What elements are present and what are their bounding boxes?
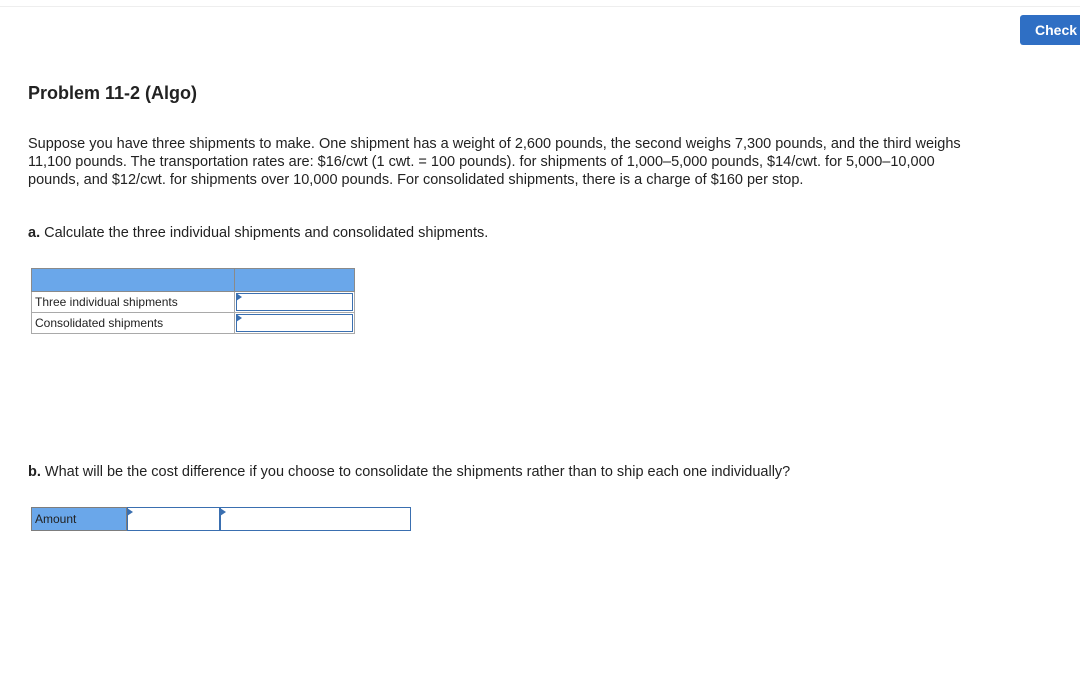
amount-input[interactable] — [220, 507, 411, 531]
table-header-row — [32, 269, 355, 292]
answer-marker-icon — [220, 508, 226, 516]
part-a-text: Calculate the three individual shipments and consolidated shipments. — [44, 225, 489, 241]
answer-marker-icon — [236, 293, 242, 301]
amount-label: Amount — [31, 507, 127, 531]
amount-select[interactable] — [127, 507, 220, 531]
part-a-question — [28, 225, 488, 241]
problem-title: Problem 11-2 (Algo) — [28, 83, 198, 103]
problem-prompt: Suppose you have three shipments to make. One shipment has a weight of 2,600 pounds, the second weighs 7,300 pounds, and the third weighs 11,100 pounds. The transportation rates are: $16/cwt (1 cwt. = 100 pounds). for shipments of 1,000–5,000 pounds, $14/cwt. for 5,000–10,000 pounds, and $12/cwt. for shipments over 10,000 pounds. For consolidated shipments, there is a charge of $160 per stop. — [28, 136, 961, 188]
part-a-label: a. — [28, 225, 41, 241]
row-label-consolidated: Consolidated shipments — [32, 313, 235, 334]
table-header-cell-label — [32, 269, 235, 292]
part-b-text: What will be the cost difference if you choose to consolidate the shipments rather than to ship each one individually? — [44, 464, 791, 480]
table-row — [32, 292, 355, 313]
row-label-individual: Three individual shipments — [32, 292, 235, 313]
check-button[interactable]: Check — [1020, 15, 1080, 45]
top-divider — [0, 6, 1080, 7]
consolidated-shipments-input[interactable] — [235, 313, 355, 334]
answer-marker-icon — [127, 508, 133, 516]
individual-shipments-input[interactable] — [235, 292, 355, 313]
part-b-question — [28, 464, 790, 480]
individual-shipments-field[interactable] — [236, 293, 353, 311]
consolidated-shipments-field[interactable] — [236, 314, 353, 332]
table-row — [32, 313, 355, 334]
answer-marker-icon — [236, 314, 242, 322]
part-a-answer-table — [31, 268, 355, 334]
part-b-label: b. — [28, 464, 41, 480]
table-header-cell-value — [235, 269, 355, 292]
